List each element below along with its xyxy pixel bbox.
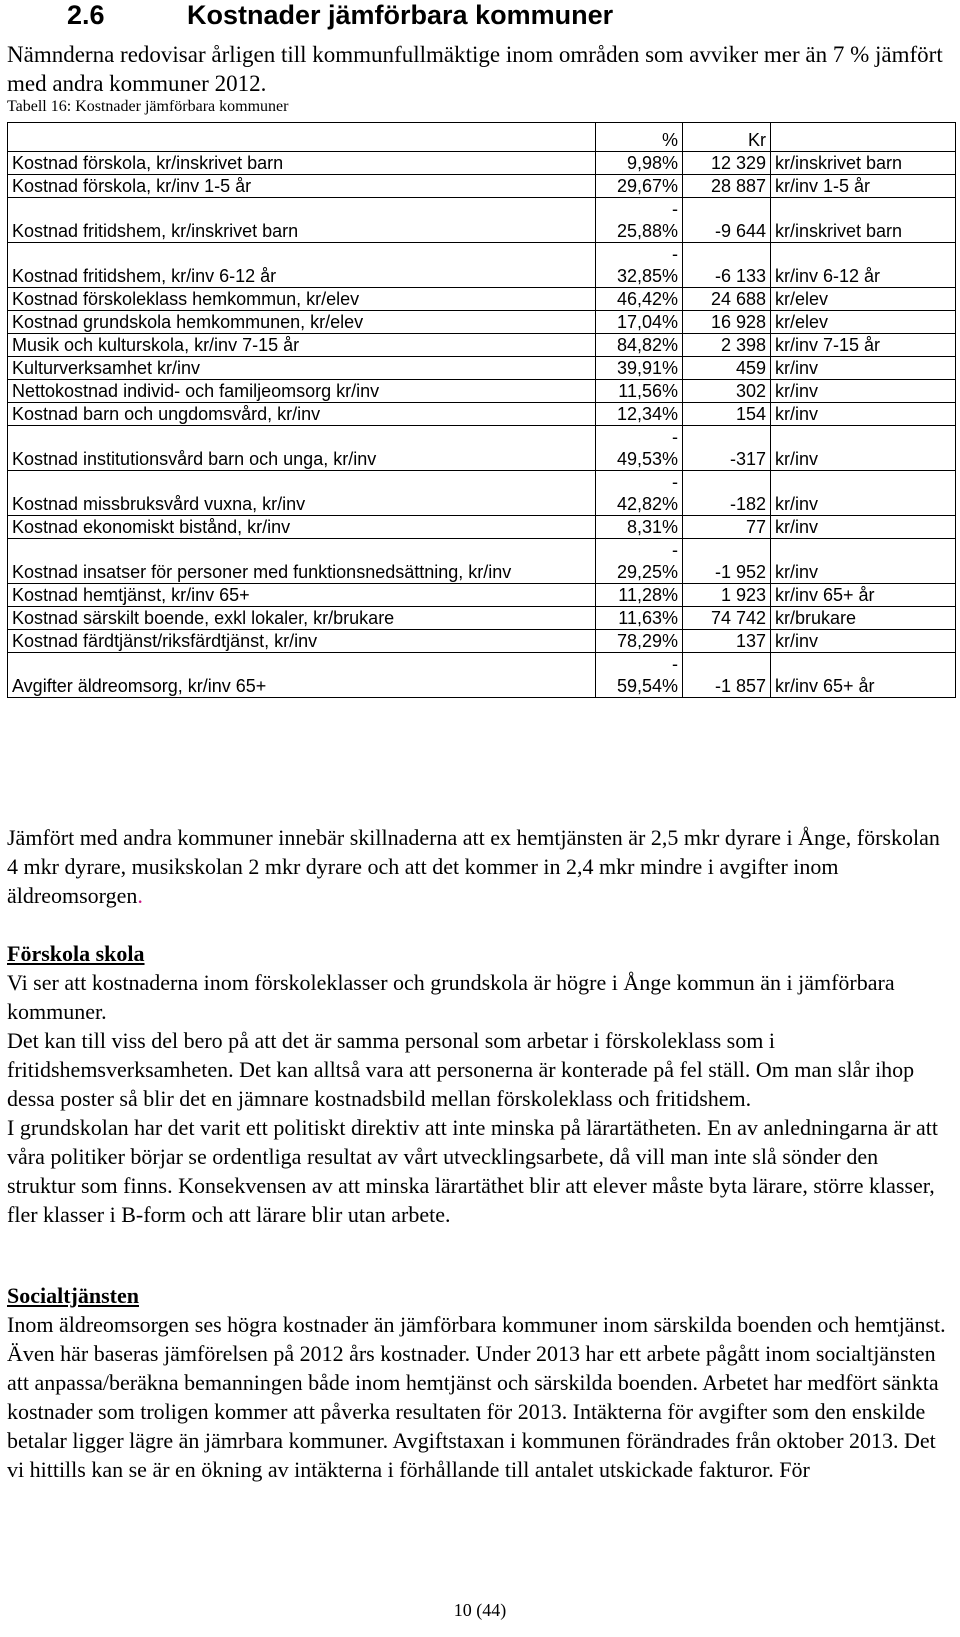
row-unit: kr/inv 65+ år bbox=[771, 584, 956, 607]
table-caption: Tabell 16: Kostnader jämförbara kommuner bbox=[7, 98, 289, 115]
row-kr: -1 952 bbox=[683, 539, 771, 584]
row-name: Kostnad missbruksvård vuxna, kr/inv bbox=[8, 471, 596, 516]
header-name bbox=[8, 123, 596, 152]
row-percent-value: 9,98% bbox=[626, 153, 678, 173]
table-row bbox=[8, 198, 956, 243]
forskola-heading: Förskola skola bbox=[7, 941, 145, 966]
cost-comparison-table bbox=[7, 122, 956, 698]
row-name: Kostnad hemtjänst, kr/inv 65+ bbox=[8, 584, 596, 607]
table-row bbox=[8, 653, 956, 698]
row-unit: kr/inv 7-15 år bbox=[771, 334, 956, 357]
row-percent-value: 59,54% bbox=[616, 676, 678, 696]
row-kr: 137 bbox=[683, 630, 771, 653]
row-name: Kostnad fritidshem, kr/inv 6-12 år bbox=[8, 243, 596, 288]
table-row bbox=[8, 607, 956, 630]
row-name: Nettokostnad individ- och familjeomsorg kr/inv bbox=[8, 380, 596, 403]
table-row bbox=[8, 334, 956, 357]
row-name: Kostnad förskoleklass hemkommun, kr/elev bbox=[8, 288, 596, 311]
table-row bbox=[8, 539, 956, 584]
row-unit: kr/inv 65+ år bbox=[771, 653, 956, 698]
row-percent-value: 29,25% bbox=[616, 562, 678, 582]
summary-text: Jämfört med andra kommuner innebär skillnaderna att ex hemtjänsten är 2,5 mkr dyrare i Ånge, förskolan 4 mkr dyrare, musikskolan 2 mkr dyrare och att det kommer in 2,4 mkr mindre i avgifter inom äldreomsorgen bbox=[7, 825, 940, 908]
intro-paragraph: Nämnderna redovisar årligen till kommunfullmäktige inom områden som avviker mer än 7 % jämfört med andra kommuner 2012. bbox=[7, 42, 943, 96]
row-unit: kr/inv bbox=[771, 426, 956, 471]
row-unit: kr/inv 1-5 år bbox=[771, 175, 956, 198]
section-title: Kostnader jämförbara kommuner bbox=[187, 0, 614, 30]
row-kr: 74 742 bbox=[683, 607, 771, 630]
row-kr: 302 bbox=[683, 380, 771, 403]
section-heading bbox=[67, 0, 613, 31]
table-header-row bbox=[8, 123, 956, 152]
row-percent-value: 12,34% bbox=[616, 404, 678, 424]
row-percent bbox=[596, 516, 683, 539]
row-unit: kr/elev bbox=[771, 311, 956, 334]
row-kr: 28 887 bbox=[683, 175, 771, 198]
row-percent-value: 78,29% bbox=[616, 631, 678, 651]
forskola-paragraph-1: Vi ser att kostnaderna inom förskoleklasser och grundskola är högre i Ånge kommun än i jämförbara kommuner. bbox=[7, 970, 895, 1024]
row-percent-value: 11,56% bbox=[618, 381, 678, 401]
table-row bbox=[8, 288, 956, 311]
row-kr: 16 928 bbox=[683, 311, 771, 334]
row-percent bbox=[596, 539, 683, 584]
summary-end: . bbox=[137, 883, 143, 908]
row-percent bbox=[596, 584, 683, 607]
header-percent: % bbox=[596, 123, 683, 152]
forskola-paragraph-3: I grundskolan har det varit ett politiskt direktiv att inte minska på lärartätheten. En av anledningarna är att våra politiker börjar se ordentliga resultat av vårt utvecklingsarbete, då vill man inte slå sönder den struktur som finns. Konsekvensen av att minska lärartäthet blir att elever måste byta lärare, större klasser, fler klasser i B-form och att lärare blir utan arbete. bbox=[7, 1115, 939, 1227]
header-unit bbox=[771, 123, 956, 152]
row-unit: kr/inv bbox=[771, 630, 956, 653]
page-number: 10 (44) bbox=[453, 1600, 507, 1620]
row-percent bbox=[596, 426, 683, 471]
row-kr: -317 bbox=[683, 426, 771, 471]
table-row bbox=[8, 311, 956, 334]
row-percent-value: 8,31% bbox=[626, 517, 678, 537]
row-name: Kostnad barn och ungdomsvård, kr/inv bbox=[8, 403, 596, 426]
row-unit: kr/elev bbox=[771, 288, 956, 311]
table-row bbox=[8, 152, 956, 175]
row-percent bbox=[596, 403, 683, 426]
row-percent bbox=[596, 288, 683, 311]
row-unit: kr/inv bbox=[771, 380, 956, 403]
row-name: Kostnad fritidshem, kr/inskrivet barn bbox=[8, 198, 596, 243]
row-unit: kr/inv bbox=[771, 403, 956, 426]
row-name: Kostnad grundskola hemkommunen, kr/elev bbox=[8, 311, 596, 334]
row-percent bbox=[596, 243, 683, 288]
row-percent-value: 17,04% bbox=[616, 312, 678, 332]
table-row bbox=[8, 426, 956, 471]
table-row bbox=[8, 380, 956, 403]
row-kr: 154 bbox=[683, 403, 771, 426]
row-name: Kostnad särskilt boende, exkl lokaler, kr/brukare bbox=[8, 607, 596, 630]
table-row bbox=[8, 175, 956, 198]
row-kr: -1 857 bbox=[683, 653, 771, 698]
social-paragraph-1: Inom äldreomsorgen ses högra kostnader än jämförbara kommuner inom särskilda boenden och hemtjänst. Även här baseras jämförelsen på 2012 års kostnader. Under 2013 har ett arbete pågått inom socialtjänsten att anpassa/beräkna bemanningen både inom hemtjänst och särskilda boenden. Arbetet har medfört sänkta kostnader som troligen kommer att påverka resultaten för 2013. Intäkterna för avgifter som den enskilde betalar ligger lägre än jämrbara kommuner. Avgiftstaxan i kommunen förändrades från oktober 2013. Det vi hittills kan se är en ökning av intäkterna i förhållande till antalet utskickade fakturor. För bbox=[7, 1312, 946, 1482]
social-section bbox=[7, 1281, 947, 1484]
row-percent-value: 46,42% bbox=[616, 289, 678, 309]
summary-paragraph bbox=[7, 823, 947, 910]
row-percent bbox=[596, 198, 683, 243]
row-kr: -9 644 bbox=[683, 198, 771, 243]
row-name: Kostnad förskola, kr/inskrivet barn bbox=[8, 152, 596, 175]
row-unit: kr/inv bbox=[771, 539, 956, 584]
table-row bbox=[8, 243, 956, 288]
table-row bbox=[8, 584, 956, 607]
row-percent-value: 39,91% bbox=[616, 358, 678, 378]
row-percent-value: 11,63% bbox=[618, 608, 678, 628]
row-percent-value: 49,53% bbox=[616, 449, 678, 469]
row-name: Musik och kulturskola, kr/inv 7-15 år bbox=[8, 334, 596, 357]
row-unit: kr/inv bbox=[771, 471, 956, 516]
row-kr: 77 bbox=[683, 516, 771, 539]
table-row bbox=[8, 516, 956, 539]
table-row bbox=[8, 403, 956, 426]
table-row bbox=[8, 630, 956, 653]
row-kr: 24 688 bbox=[683, 288, 771, 311]
row-percent-sign: - bbox=[672, 472, 678, 492]
row-percent-sign: - bbox=[672, 654, 678, 674]
row-name: Kostnad färdtjänst/riksfärdtjänst, kr/inv bbox=[8, 630, 596, 653]
row-unit: kr/inskrivet barn bbox=[771, 152, 956, 175]
row-kr: -6 133 bbox=[683, 243, 771, 288]
row-kr: 459 bbox=[683, 357, 771, 380]
row-unit: kr/inv bbox=[771, 516, 956, 539]
row-name: Kostnad förskola, kr/inv 1-5 år bbox=[8, 175, 596, 198]
row-percent-value: 25,88% bbox=[616, 221, 678, 241]
row-percent-sign: - bbox=[672, 244, 678, 264]
row-percent-sign: - bbox=[672, 427, 678, 447]
row-percent-value: 29,67% bbox=[616, 176, 678, 196]
row-percent-value: 42,82% bbox=[616, 494, 678, 514]
row-unit: kr/inv bbox=[771, 357, 956, 380]
summary-section bbox=[7, 823, 947, 910]
row-percent-value: 11,28% bbox=[618, 585, 678, 605]
row-kr: 1 923 bbox=[683, 584, 771, 607]
row-unit: kr/brukare bbox=[771, 607, 956, 630]
row-percent bbox=[596, 653, 683, 698]
row-name: Kostnad insatser för personer med funktionsnedsättning, kr/inv bbox=[8, 539, 596, 584]
row-kr: -182 bbox=[683, 471, 771, 516]
forskola-section bbox=[7, 939, 947, 1229]
row-name: Kostnad institutionsvård barn och unga, kr/inv bbox=[8, 426, 596, 471]
row-percent bbox=[596, 380, 683, 403]
row-name: Kostnad ekonomiskt bistånd, kr/inv bbox=[8, 516, 596, 539]
row-unit: kr/inv 6-12 år bbox=[771, 243, 956, 288]
forskola-paragraph-2: Det kan till viss del bero på att det är samma personal som arbetar i förskoleklass som i fritidshemsverksamheten. Det kan alltså vara att personerna är konterade på fel ställ. Om man slår ihop dessa poster så blir det en jämnare kostnadsbild mellan förskoleklass och fritidshem. bbox=[7, 1028, 915, 1111]
row-percent bbox=[596, 607, 683, 630]
row-percent-sign: - bbox=[672, 199, 678, 219]
row-name: Avgifter äldreomsorg, kr/inv 65+ bbox=[8, 653, 596, 698]
row-percent bbox=[596, 175, 683, 198]
row-percent bbox=[596, 357, 683, 380]
row-kr: 2 398 bbox=[683, 334, 771, 357]
row-percent-sign: - bbox=[672, 540, 678, 560]
row-percent bbox=[596, 152, 683, 175]
row-percent bbox=[596, 630, 683, 653]
header-kr: Kr bbox=[683, 123, 771, 152]
table-row bbox=[8, 471, 956, 516]
social-heading: Socialtjänsten bbox=[7, 1283, 139, 1308]
row-percent bbox=[596, 471, 683, 516]
table-row bbox=[8, 357, 956, 380]
row-kr: 12 329 bbox=[683, 152, 771, 175]
row-name: Kulturverksamhet kr/inv bbox=[8, 357, 596, 380]
row-percent bbox=[596, 311, 683, 334]
section-number: 2.6 bbox=[67, 0, 105, 30]
table-body bbox=[8, 152, 956, 698]
row-unit: kr/inskrivet barn bbox=[771, 198, 956, 243]
row-percent-value: 84,82% bbox=[616, 335, 678, 355]
row-percent bbox=[596, 334, 683, 357]
row-percent-value: 32,85% bbox=[616, 266, 678, 286]
